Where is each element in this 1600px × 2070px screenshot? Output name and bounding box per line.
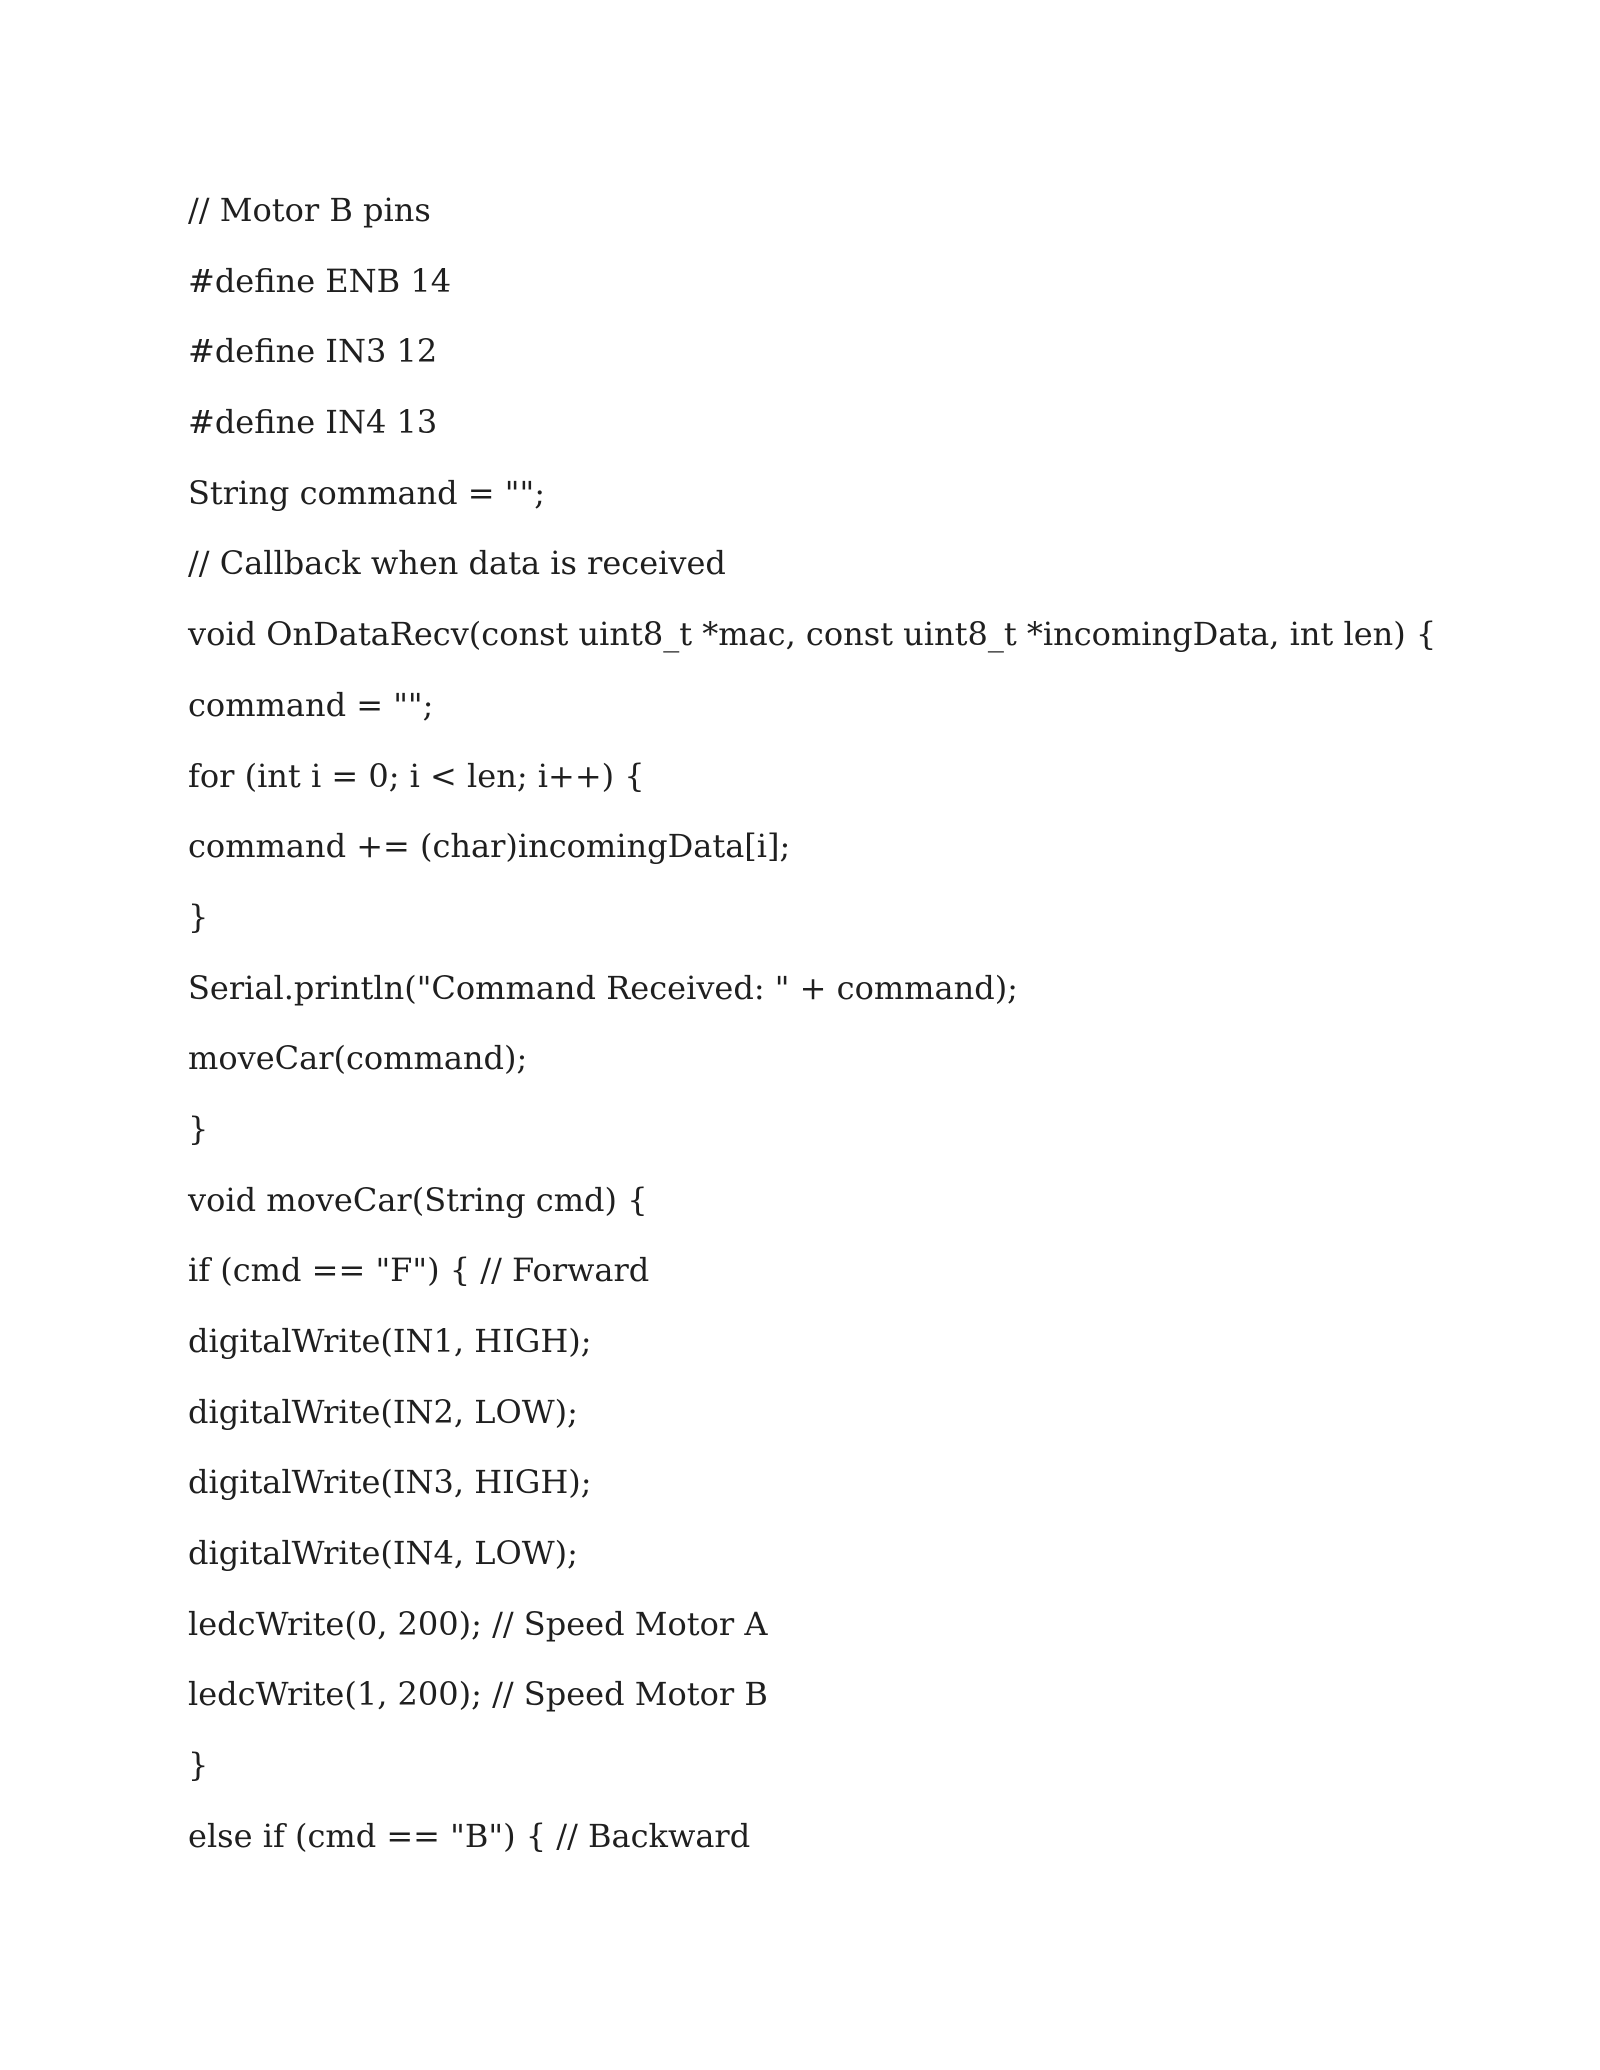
code-line: digitalWrite(IN2, LOW);: [188, 1392, 578, 1431]
code-line: moveCar(command);: [188, 1039, 528, 1078]
code-line: ledcWrite(1, 200); // Speed Motor B: [188, 1675, 768, 1714]
code-line: #define ENB 14: [188, 261, 452, 300]
code-line: command += (char)incomingData[i];: [188, 827, 791, 866]
code-line: for (int i = 0; i < len; i++) {: [188, 756, 645, 795]
code-line: digitalWrite(IN1, HIGH);: [188, 1322, 592, 1360]
code-line: }: [188, 1746, 209, 1785]
code-listing: [188, 188, 1436, 1885]
code-line: }: [188, 1109, 209, 1148]
code-line: // Motor B pins: [188, 191, 431, 229]
code-line: Serial.println("Command Received: " + command);: [188, 968, 1018, 1007]
code-line: digitalWrite(IN3, HIGH);: [188, 1463, 592, 1502]
code-line: void moveCar(String cmd) {: [188, 1180, 648, 1219]
code-line: if (cmd == "F") { // Forward: [188, 1251, 650, 1290]
code-line: void OnDataRecv(const uint8_t *mac, const uint8_t *incomingData, int len) {: [188, 615, 1437, 654]
code-line: ledcWrite(0, 200); // Speed Motor A: [188, 1604, 768, 1643]
code-line: #define IN4 13: [188, 403, 438, 442]
code-line: // Callback when data is received: [188, 544, 726, 583]
code-line: #define IN3 12: [188, 332, 438, 371]
code-line: String command = "";: [188, 473, 545, 512]
code-line: command = "";: [188, 685, 434, 724]
code-line: digitalWrite(IN4, LOW);: [188, 1534, 578, 1573]
code-line: else if (cmd == "B") { // Backward: [188, 1816, 751, 1855]
code-line: }: [188, 897, 209, 936]
